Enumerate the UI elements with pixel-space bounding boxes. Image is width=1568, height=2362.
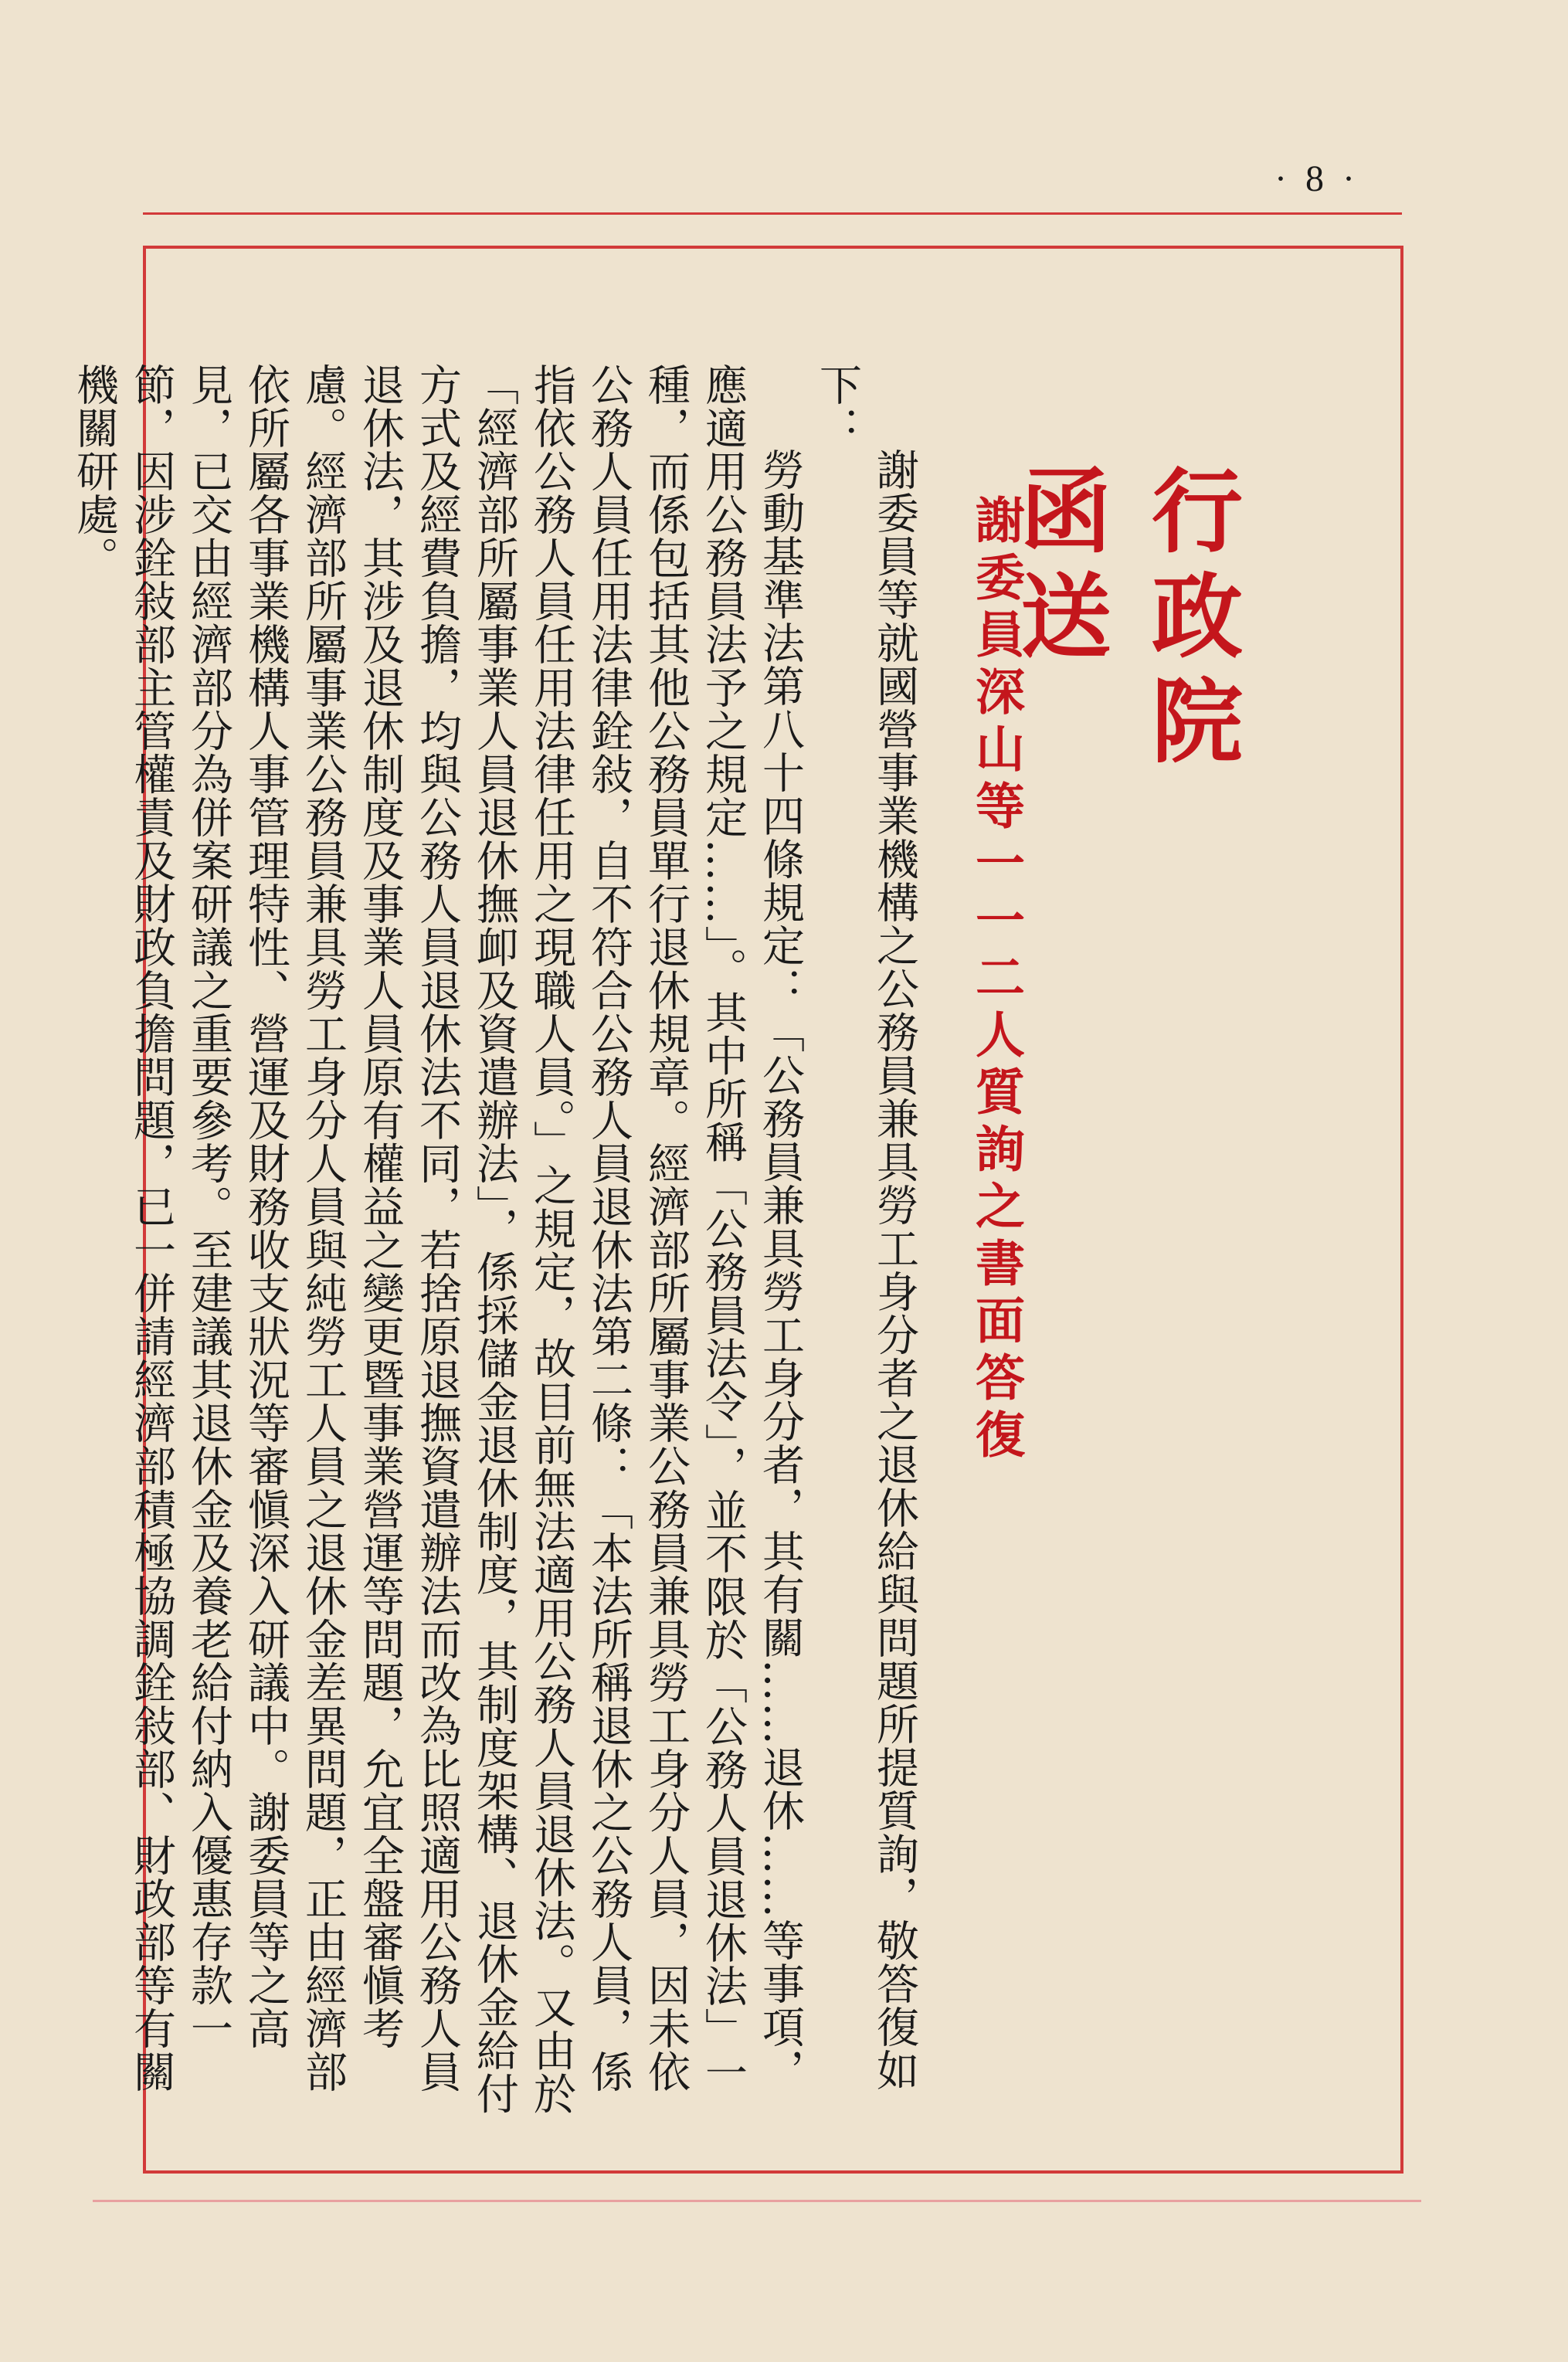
bottom-rule <box>93 2200 1421 2202</box>
paragraph-main: 勞動基準法第八十四條規定：「公務員兼具勞工身分者，其有關……退休……等事項，應適用公務員法予之規定……」。其中所稱「公務員法令」，並不限於「公務人員退休法」一種，而係包括其他公務員單行退休規章。經濟部所屬事業公務員兼具勞工身分人員，因未依公務人員任用法律銓敍，自不符合公務人員退休法第二條：「本法所稱退休之公務人員，係指依公務人員任用法律任用之現職人員。」之規定，故目前無法適用公務人員退休法。又由於「經濟部所屬事業人員退休撫卹及資遣辦法」，係採儲金退休制度，其制度架構、退休金給付方式及經費負擔，均與公務人員退休法不同，若捨原退撫資遣辦法而改為比照適用公務人員退休法，其涉及退休制度及事業人員原有權益之變更暨事業營運等問題，允宜全盤審愼考慮。經濟部所屬事業公務員兼具勞工身分人員與純勞工人員之退休金差異問題，正由經濟部依所屬各事業機構人事管理特性、營運及財務收支狀況等審愼深入研議中。謝委員等之高見，已交由經濟部分為併案研議之重要參考。至建議其退休金及養老給付納入優惠存款一節，因涉銓敍部主管權責及財政負擔問題，已一併請經濟部積極協調銓敍部、財政部等有關機關研處。 <box>70 363 805 2116</box>
document-subtitle: 謝委員深山等一一二人質詢之書面答復 <box>967 494 1025 1466</box>
document-title: 行政院函送 <box>1005 463 1244 779</box>
body-text <box>70 363 923 2124</box>
page-number: · 8 · <box>1274 158 1359 199</box>
paragraph-intro: 謝委員等就國營事業機構之公務員兼具勞工身分者之退休給與問題所提質詢，敬答復如下： <box>813 363 919 2092</box>
top-rule <box>143 212 1402 215</box>
